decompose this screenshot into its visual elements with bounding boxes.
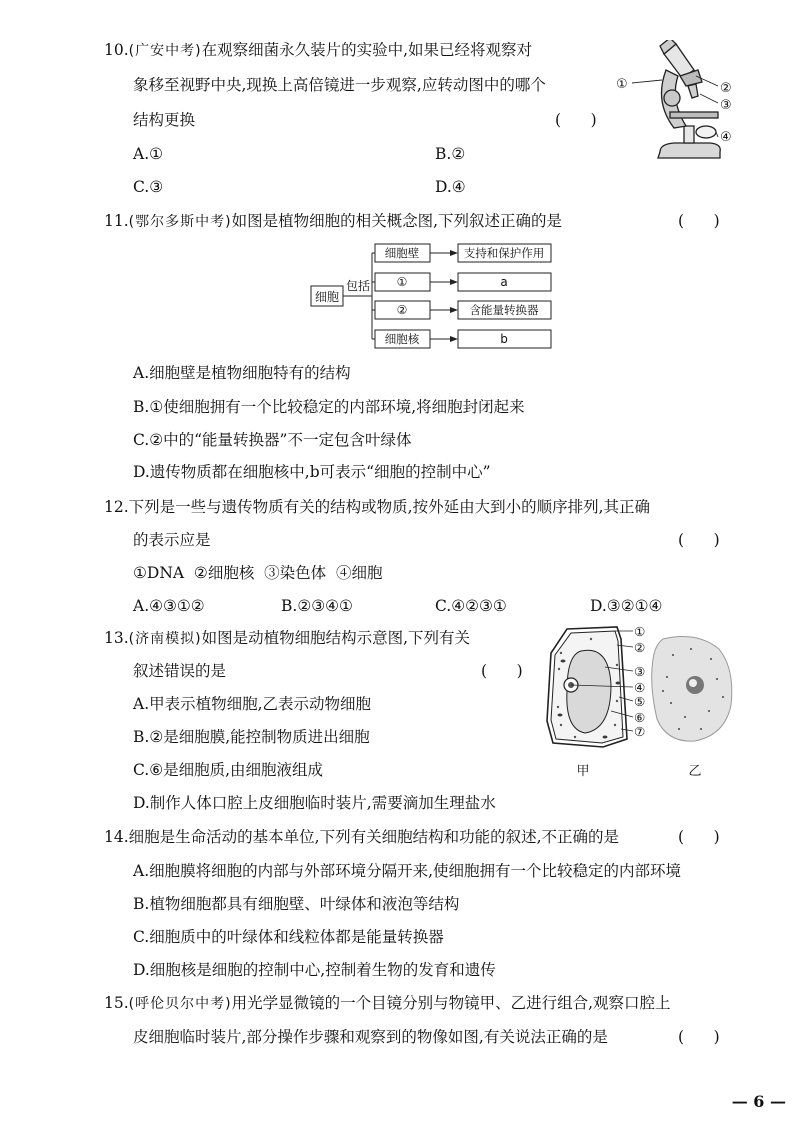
q15-number: 15. [104,994,129,1012]
q12-option-d: D.③②①④ [590,597,663,615]
q13-option-b: B.②是细胞膜,能控制物质进出细胞 [133,728,370,746]
cell-label-1: ① [634,625,646,639]
q12-option-c: C.④②③① [435,597,507,615]
q11-number: 11. [104,212,129,230]
concept-left-4: 细胞核 [384,332,420,346]
q10-option-c: C.③ [133,178,164,196]
q14-option-a: A.细胞膜将细胞的内部与外部环境分隔开来,使细胞拥有一个比较稳定的内部环境 [133,862,682,880]
q11-text: 如图是植物细胞的相关概念图,下列叙述正确的是 [231,212,563,230]
q10-option-d: D.④ [435,178,466,196]
q13-option-d: D.制作人体口腔上皮细胞临时装片,需要滴加生理盐水 [133,794,496,812]
microscope-figure [614,40,744,168]
concept-right-4: b [500,332,508,346]
q14-number: 14. [104,828,129,846]
concept-right-3: 含能量转换器 [469,303,539,317]
q12-line2: 的表示应是 [133,531,211,549]
q12-number: 12. [104,498,129,516]
q10-answer-paren: ( ) [555,111,597,129]
q14-text: 细胞是生命活动的基本单位,下列有关细胞结构和功能的叙述,不正确的是 [128,828,620,846]
q13-text-1: 如图是动植物细胞结构示意图,下列有关 [201,629,471,647]
concept-right-1: 支持和保护作用 [463,246,545,260]
q13-option-a: A.甲表示植物细胞,乙表示动物细胞 [133,695,372,713]
cell-label-5: ⑤ [634,694,646,709]
microscope-label-1: ① [616,77,628,92]
q11-option-a: A.细胞壁是植物细胞特有的结构 [133,364,351,382]
q12-text-1: 下列是一些与遗传物质有关的结构或物质,按外延由大到小的顺序排列,其正确 [128,498,651,516]
q12-line1 [104,497,650,517]
cell-structure-figure [545,625,745,780]
q14-stem [104,827,619,847]
microscope-label-2: ② [720,81,732,96]
q10-line1 [104,40,532,61]
q11-source: (鄂尔多斯中考) [128,214,232,230]
q10-line2: 象移至视野中央,现换上高倍镜进一步观察,应转动图中的哪个 [133,76,546,94]
q12-option-a: A.④③①② [133,597,205,615]
q13-option-c: C.⑥是细胞质,由细胞液组成 [133,761,324,779]
concept-root: 细胞 [314,290,340,304]
q14-answer-paren: ( ) [678,828,720,846]
microscope-label-4: ④ [720,130,732,145]
cell-caption-animal: 乙 [688,764,702,779]
q15-text-1: 用光学显微镜的一个目镜分别与物镜甲、乙进行组合,观察口腔上 [231,994,671,1012]
q12-answer-paren: ( ) [678,531,720,549]
cell-label-2: ② [634,640,646,655]
q11-answer-paren: ( ) [678,212,720,230]
q13-line2: 叙述错误的是 [133,662,227,680]
q11-option-b: B.①使细胞拥有一个比较稳定的内部环境,将细胞封闭起来 [133,398,525,416]
microscope-label-3: ③ [720,98,732,113]
concept-link: 包括 [345,279,371,293]
q13-source: (济南模拟) [128,631,202,647]
concept-right-2: a [500,275,508,289]
cell-label-6: ⑥ [634,710,646,725]
q14-option-b: B.植物细胞都具有细胞壁、叶绿体和液泡等结构 [133,895,460,913]
q15-line1 [104,993,671,1014]
q11-stem [104,211,562,232]
q11-option-d: D.遗传物质都在细胞核中,b可表示“细胞的控制中心” [133,463,491,481]
cell-label-3: ③ [634,664,646,679]
q12-items: ①DNA ②细胞核 ③染色体 ④细胞 [133,564,383,582]
q10-number: 10. [104,41,129,59]
cell-concept-map [310,240,555,355]
q10-option-a: A.① [133,145,164,163]
q11-option-c: C.②中的“能量转换器”不一定包含叶绿体 [133,431,412,449]
q10-text-1: 在观察细菌永久装片的实验中,如果已经将观察对 [201,41,533,59]
concept-left-1: 细胞壁 [384,246,420,260]
q14-option-c: C.细胞质中的叶绿体和线粒体都是能量转换器 [133,928,444,946]
q15-source: (呼伦贝尔中考) [128,996,232,1012]
q13-number: 13. [104,629,129,647]
q10-line3: 结构更换 [133,111,196,129]
q15-answer-paren: ( ) [678,1028,720,1046]
cell-caption-plant: 甲 [576,764,590,779]
cell-label-4: ④ [634,680,646,695]
cell-label-7: ⑦ [634,724,646,739]
page-number: — 6 — [731,1092,786,1111]
q15-line2: 皮细胞临时装片,部分操作步骤和观察到的物像如图,有关说法正确的是 [133,1028,608,1046]
q13-line1 [104,628,470,649]
concept-left-3: ② [396,303,408,317]
q12-option-b: B.②③④① [281,597,353,615]
q10-source: (广安中考) [128,43,202,59]
q10-option-b: B.② [435,145,466,163]
q14-option-d: D.细胞核是细胞的控制中心,控制着生物的发育和遗传 [133,961,496,979]
concept-left-2: ① [396,275,408,289]
q13-answer-paren: ( ) [481,662,523,680]
